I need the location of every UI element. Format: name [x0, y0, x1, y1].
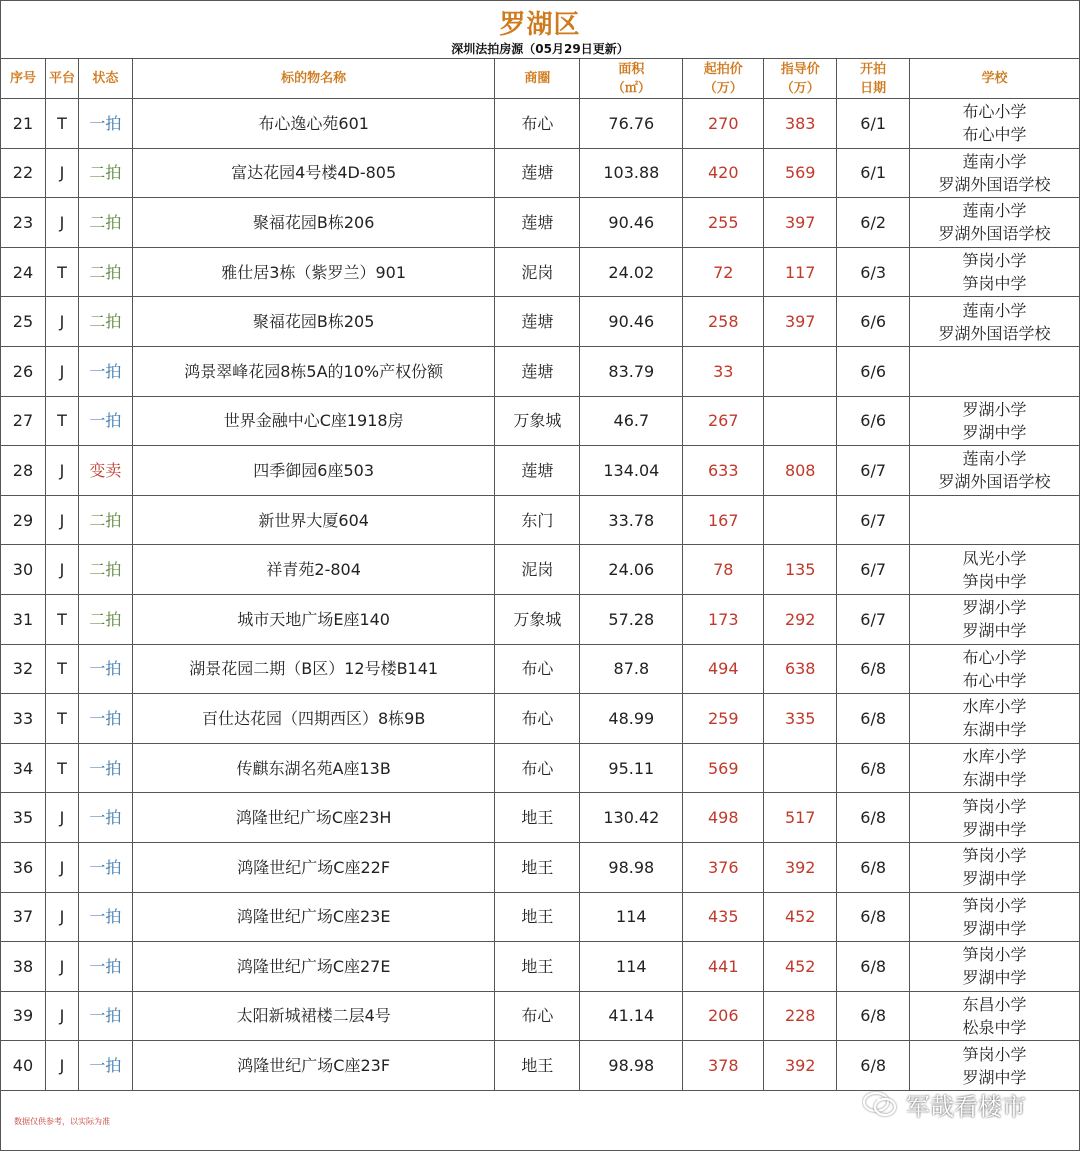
table-row	[1, 446, 1080, 496]
row-status: 二拍	[78, 545, 132, 595]
row-no: 38	[1, 942, 46, 992]
table-row	[1, 198, 1080, 248]
school-name: 罗湖中学	[962, 422, 1027, 442]
row-date: 6/3	[837, 247, 910, 297]
row-platform: J	[45, 545, 78, 595]
school-name: 东昌小学	[962, 994, 1027, 1014]
row-school	[910, 545, 1080, 595]
row-area: 泥岗	[495, 545, 580, 595]
table-row	[1, 247, 1080, 297]
row-date: 6/1	[837, 99, 910, 149]
school-name: 凤光小学	[962, 548, 1027, 568]
row-platform: J	[45, 495, 78, 545]
school-name: 罗湖中学	[962, 968, 1027, 988]
row-start-price: 498	[683, 793, 764, 843]
school-name: 莲南小学	[962, 449, 1027, 469]
row-start-price: 270	[683, 99, 764, 149]
row-name: 聚福花园B栋206	[132, 198, 495, 248]
table-row	[1, 545, 1080, 595]
row-date: 6/8	[837, 694, 910, 744]
row-size: 90.46	[580, 297, 683, 347]
col-header-school: 学校	[910, 59, 1080, 99]
row-name: 鸿隆世纪广场C座23H	[132, 793, 495, 843]
row-start-price: 378	[683, 1041, 764, 1091]
row-area: 莲塘	[495, 148, 580, 198]
row-name: 传麒东湖名苑A座13B	[132, 743, 495, 793]
row-school	[910, 1041, 1080, 1091]
row-guide-price: 452	[764, 942, 837, 992]
row-school	[910, 942, 1080, 992]
row-date: 6/7	[837, 545, 910, 595]
row-size: 114	[580, 892, 683, 942]
row-area: 莲塘	[495, 198, 580, 248]
row-size: 95.11	[580, 743, 683, 793]
row-status: 一拍	[78, 991, 132, 1041]
row-size: 87.8	[580, 644, 683, 694]
school-name: 笋岗小学	[962, 895, 1027, 915]
table-row	[1, 346, 1080, 396]
col-header-start-price	[683, 59, 764, 99]
school-name: 水库小学	[962, 697, 1027, 717]
school-name: 莲南小学	[962, 151, 1027, 171]
row-platform: T	[45, 396, 78, 446]
col-header-line: 日期	[860, 80, 887, 96]
row-guide-price	[764, 743, 837, 793]
school-name: 笋岗小学	[962, 1044, 1027, 1064]
row-no: 35	[1, 793, 46, 843]
row-size: 83.79	[580, 346, 683, 396]
school-name: 笋岗小学	[962, 251, 1027, 271]
row-name: 鸿隆世纪广场C座23E	[132, 892, 495, 942]
row-size: 114	[580, 942, 683, 992]
row-start-price: 633	[683, 446, 764, 496]
school-name: 罗湖中学	[962, 869, 1027, 889]
row-area: 莲塘	[495, 297, 580, 347]
row-start-price: 206	[683, 991, 764, 1041]
row-school	[910, 793, 1080, 843]
row-school	[910, 495, 1080, 545]
row-school	[910, 694, 1080, 744]
row-date: 6/7	[837, 594, 910, 644]
row-date: 6/1	[837, 148, 910, 198]
row-status: 一拍	[78, 346, 132, 396]
row-date: 6/6	[837, 297, 910, 347]
table-row	[1, 892, 1080, 942]
row-area: 地王	[495, 1041, 580, 1091]
school-name: 罗湖外国语学校	[938, 472, 1051, 492]
col-header-line: 开拍	[860, 61, 887, 77]
row-name: 雅仕居3栋（紫罗兰）901	[132, 247, 495, 297]
row-area: 布心	[495, 99, 580, 149]
row-area: 地王	[495, 842, 580, 892]
school-name: 罗湖小学	[962, 399, 1027, 419]
row-area: 地王	[495, 892, 580, 942]
school-name: 罗湖中学	[962, 819, 1027, 839]
row-size: 46.7	[580, 396, 683, 446]
row-school	[910, 148, 1080, 198]
table-row	[1, 991, 1080, 1041]
table-row	[1, 1041, 1080, 1091]
row-start-price: 258	[683, 297, 764, 347]
row-size: 90.46	[580, 198, 683, 248]
row-start-price: 569	[683, 743, 764, 793]
row-school	[910, 594, 1080, 644]
row-status: 二拍	[78, 148, 132, 198]
row-area: 地王	[495, 793, 580, 843]
row-platform: T	[45, 644, 78, 694]
row-status: 变卖	[78, 446, 132, 496]
row-guide-price: 392	[764, 1041, 837, 1091]
row-date: 6/6	[837, 346, 910, 396]
row-date: 6/6	[837, 396, 910, 446]
watermark-text: 军哉看楼市	[906, 1092, 1026, 1121]
row-area: 布心	[495, 644, 580, 694]
row-name: 城市天地广场E座140	[132, 594, 495, 644]
row-area: 东门	[495, 495, 580, 545]
row-name: 四季御园6座503	[132, 446, 495, 496]
row-guide-price	[764, 346, 837, 396]
row-area: 莲塘	[495, 346, 580, 396]
row-guide-price: 392	[764, 842, 837, 892]
school-name: 松泉中学	[962, 1017, 1027, 1037]
row-status: 一拍	[78, 1041, 132, 1091]
row-area: 布心	[495, 991, 580, 1041]
row-platform: J	[45, 198, 78, 248]
col-header-date	[837, 59, 910, 99]
row-size: 76.76	[580, 99, 683, 149]
row-size: 33.78	[580, 495, 683, 545]
school-name: 罗湖小学	[962, 598, 1027, 618]
page-title: 罗湖区	[499, 10, 581, 40]
row-status: 二拍	[78, 198, 132, 248]
row-status: 二拍	[78, 297, 132, 347]
table-header-row	[1, 59, 1080, 99]
row-status: 一拍	[78, 942, 132, 992]
row-school	[910, 99, 1080, 149]
row-name: 鸿隆世纪广场C座23F	[132, 1041, 495, 1091]
row-platform: T	[45, 694, 78, 744]
col-header-line: （㎡）	[611, 80, 651, 96]
row-no: 40	[1, 1041, 46, 1091]
row-date: 6/7	[837, 495, 910, 545]
row-start-price: 173	[683, 594, 764, 644]
col-header-guide-price	[764, 59, 837, 99]
table-row	[1, 594, 1080, 644]
row-platform: J	[45, 793, 78, 843]
row-size: 24.06	[580, 545, 683, 595]
row-size: 48.99	[580, 694, 683, 744]
row-guide-price: 569	[764, 148, 837, 198]
row-guide-price: 808	[764, 446, 837, 496]
footnote: 数据仅供参考，以实际为准	[14, 1117, 110, 1126]
row-name: 富达花园4号楼4D-805	[132, 148, 495, 198]
row-school	[910, 842, 1080, 892]
table-row	[1, 644, 1080, 694]
col-header-size	[580, 59, 683, 99]
school-name: 笋岗小学	[962, 846, 1027, 866]
row-platform: J	[45, 446, 78, 496]
table-row	[1, 495, 1080, 545]
col-header-line: 指导价	[780, 61, 820, 77]
row-school	[910, 297, 1080, 347]
school-name: 布心小学	[962, 647, 1027, 667]
row-school	[910, 743, 1080, 793]
school-name: 莲南小学	[962, 201, 1027, 221]
row-date: 6/8	[837, 743, 910, 793]
row-school	[910, 247, 1080, 297]
row-no: 26	[1, 346, 46, 396]
school-name: 水库小学	[962, 747, 1027, 767]
row-name: 太阳新城裙楼二层4号	[132, 991, 495, 1041]
row-area: 万象城	[495, 396, 580, 446]
table-row	[1, 842, 1080, 892]
row-guide-price: 135	[764, 545, 837, 595]
row-platform: J	[45, 148, 78, 198]
row-platform: T	[45, 99, 78, 149]
row-no: 25	[1, 297, 46, 347]
row-status: 一拍	[78, 892, 132, 942]
row-date: 6/8	[837, 942, 910, 992]
row-size: 103.88	[580, 148, 683, 198]
row-size: 130.42	[580, 793, 683, 843]
row-date: 6/8	[837, 991, 910, 1041]
row-name: 鸿隆世纪广场C座27E	[132, 942, 495, 992]
row-size: 57.28	[580, 594, 683, 644]
row-name: 祥青苑2-804	[132, 545, 495, 595]
school-name: 罗湖外国语学校	[938, 174, 1051, 194]
row-no: 30	[1, 545, 46, 595]
listing-table	[0, 58, 1080, 1091]
row-area: 地王	[495, 942, 580, 992]
row-guide-price: 335	[764, 694, 837, 744]
row-size: 24.02	[580, 247, 683, 297]
row-start-price: 33	[683, 346, 764, 396]
row-start-price: 267	[683, 396, 764, 446]
row-no: 32	[1, 644, 46, 694]
row-name: 鸿隆世纪广场C座22F	[132, 842, 495, 892]
row-area: 泥岗	[495, 247, 580, 297]
school-name: 布心中学	[962, 670, 1027, 690]
row-name: 聚福花园B栋205	[132, 297, 495, 347]
row-school	[910, 446, 1080, 496]
row-area: 布心	[495, 743, 580, 793]
row-no: 29	[1, 495, 46, 545]
row-guide-price	[764, 396, 837, 446]
col-header-name: 标的物名称	[132, 59, 495, 99]
row-guide-price: 228	[764, 991, 837, 1041]
col-header-line: （万）	[703, 80, 743, 96]
row-platform: J	[45, 991, 78, 1041]
row-status: 一拍	[78, 644, 132, 694]
row-no: 39	[1, 991, 46, 1041]
row-platform: J	[45, 297, 78, 347]
row-platform: J	[45, 346, 78, 396]
row-no: 37	[1, 892, 46, 942]
row-area: 莲塘	[495, 446, 580, 496]
row-status: 一拍	[78, 743, 132, 793]
row-no: 22	[1, 148, 46, 198]
row-date: 6/7	[837, 446, 910, 496]
school-name: 罗湖中学	[962, 621, 1027, 641]
row-name: 湖景花园二期（B区）12号楼B141	[132, 644, 495, 694]
row-status: 一拍	[78, 99, 132, 149]
row-guide-price: 517	[764, 793, 837, 843]
row-platform: T	[45, 594, 78, 644]
row-no: 31	[1, 594, 46, 644]
row-status: 一拍	[78, 396, 132, 446]
col-header-line: （万）	[780, 80, 820, 96]
row-no: 28	[1, 446, 46, 496]
row-area: 万象城	[495, 594, 580, 644]
row-date: 6/8	[837, 892, 910, 942]
table-row	[1, 148, 1080, 198]
col-header-area: 商圈	[495, 59, 580, 99]
row-date: 6/8	[837, 842, 910, 892]
row-no: 36	[1, 842, 46, 892]
row-status: 一拍	[78, 842, 132, 892]
row-no: 24	[1, 247, 46, 297]
row-status: 二拍	[78, 495, 132, 545]
row-guide-price: 117	[764, 247, 837, 297]
table-row	[1, 99, 1080, 149]
school-name: 罗湖外国语学校	[938, 224, 1051, 244]
row-start-price: 72	[683, 247, 764, 297]
row-name: 鸿景翠峰花园8栋5A的10%产权份额	[132, 346, 495, 396]
row-platform: T	[45, 743, 78, 793]
row-size: 98.98	[580, 842, 683, 892]
row-platform: J	[45, 892, 78, 942]
row-start-price: 441	[683, 942, 764, 992]
watermark	[862, 1088, 1052, 1120]
row-start-price: 494	[683, 644, 764, 694]
row-start-price: 376	[683, 842, 764, 892]
table-row	[1, 793, 1080, 843]
row-guide-price: 638	[764, 644, 837, 694]
row-platform: J	[45, 942, 78, 992]
row-start-price: 167	[683, 495, 764, 545]
row-school	[910, 396, 1080, 446]
row-start-price: 420	[683, 148, 764, 198]
row-school	[910, 198, 1080, 248]
row-no: 33	[1, 694, 46, 744]
school-name: 罗湖中学	[962, 918, 1027, 938]
table-row	[1, 942, 1080, 992]
row-school	[910, 644, 1080, 694]
row-start-price: 78	[683, 545, 764, 595]
row-school	[910, 892, 1080, 942]
row-status: 一拍	[78, 694, 132, 744]
row-school	[910, 991, 1080, 1041]
row-area: 布心	[495, 694, 580, 744]
school-name: 笋岗小学	[962, 945, 1027, 965]
row-guide-price: 452	[764, 892, 837, 942]
row-guide-price: 292	[764, 594, 837, 644]
school-name: 莲南小学	[962, 300, 1027, 320]
wechat-icon	[862, 1090, 898, 1118]
row-start-price: 435	[683, 892, 764, 942]
row-size: 41.14	[580, 991, 683, 1041]
row-no: 23	[1, 198, 46, 248]
col-header-line: 面积	[618, 61, 645, 77]
table-row	[1, 297, 1080, 347]
row-status: 二拍	[78, 247, 132, 297]
row-guide-price	[764, 495, 837, 545]
row-no: 27	[1, 396, 46, 446]
table-row	[1, 396, 1080, 446]
row-name: 新世界大厦604	[132, 495, 495, 545]
row-start-price: 255	[683, 198, 764, 248]
table-row	[1, 694, 1080, 744]
page-subtitle: 深圳法拍房源（05月29日更新）	[451, 42, 629, 56]
row-date: 6/8	[837, 793, 910, 843]
row-status: 二拍	[78, 594, 132, 644]
row-status: 一拍	[78, 793, 132, 843]
row-platform: J	[45, 1041, 78, 1091]
row-start-price: 259	[683, 694, 764, 744]
school-name: 罗湖中学	[962, 1067, 1027, 1087]
school-name: 笋岗中学	[962, 274, 1027, 294]
col-header-line: 起拍价	[703, 61, 743, 77]
row-no: 34	[1, 743, 46, 793]
row-size: 134.04	[580, 446, 683, 496]
school-name: 布心中学	[962, 125, 1027, 145]
col-header-no: 序号	[1, 59, 46, 99]
row-platform: T	[45, 247, 78, 297]
school-name: 笋岗小学	[962, 796, 1027, 816]
row-date: 6/8	[837, 644, 910, 694]
row-name: 布心逸心苑601	[132, 99, 495, 149]
school-name: 笋岗中学	[962, 571, 1027, 591]
row-guide-price: 383	[764, 99, 837, 149]
school-name: 东湖中学	[962, 770, 1027, 790]
row-school	[910, 346, 1080, 396]
col-header-platform: 平台	[45, 59, 78, 99]
row-date: 6/8	[837, 1041, 910, 1091]
school-name: 东湖中学	[962, 720, 1027, 740]
row-date: 6/2	[837, 198, 910, 248]
row-guide-price: 397	[764, 297, 837, 347]
table-row	[1, 743, 1080, 793]
row-size: 98.98	[580, 1041, 683, 1091]
row-name: 世界金融中心C座1918房	[132, 396, 495, 446]
row-name: 百仕达花园（四期西区）8栋9B	[132, 694, 495, 744]
row-platform: J	[45, 842, 78, 892]
row-guide-price: 397	[764, 198, 837, 248]
school-name: 布心小学	[962, 102, 1027, 122]
col-header-status: 状态	[78, 59, 132, 99]
school-name: 罗湖外国语学校	[938, 323, 1051, 343]
row-no: 21	[1, 99, 46, 149]
